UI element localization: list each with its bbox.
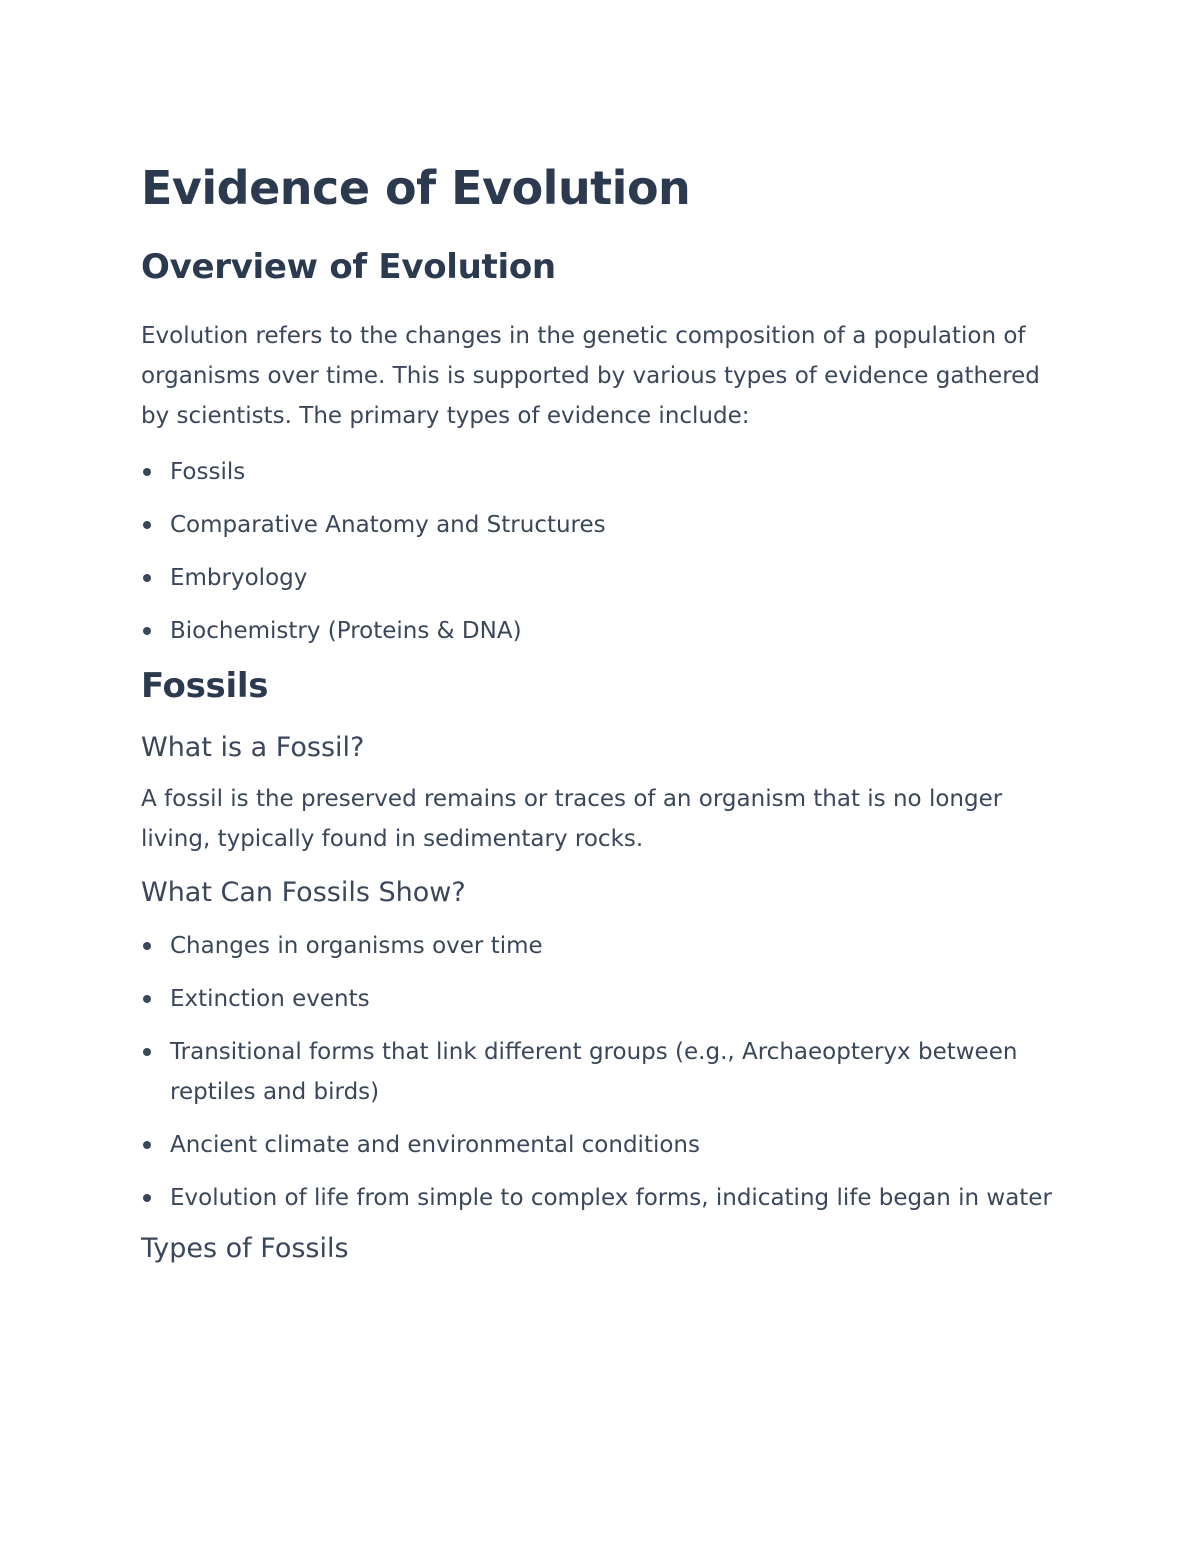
list-item: Transitional forms that link different groups (e.g., Archaeopteryx between reptiles and birds) (141, 1032, 1061, 1112)
document-page (141, 160, 1061, 1282)
list-item: Changes in organisms over time (141, 926, 1061, 966)
section-overview (141, 246, 1061, 652)
subheading-what-is-fossil: What is a Fossil? (141, 731, 365, 763)
subheading-types-of-fossils: Types of Fossils (141, 1232, 349, 1264)
document-title: Evidence of Evolution (141, 161, 691, 215)
list-item: Biochemistry (Proteins & DNA) (141, 611, 1061, 651)
list-item: Evolution of life from simple to complex forms, indicating life began in water (141, 1178, 1061, 1218)
list-item: Extinction events (141, 979, 1061, 1019)
subheading-what-fossils-show: What Can Fossils Show? (141, 876, 466, 908)
list-item: Fossils (141, 452, 1061, 492)
fossils-show-list (141, 926, 1061, 1218)
section-heading-overview: Overview of Evolution (141, 246, 556, 287)
overview-paragraph: Evolution refers to the changes in the genetic composition of a population of organisms over time. This is supported by various types of evidence gathered by scientists. The primary types of evidence include: (141, 323, 1040, 429)
list-item: Ancient climate and environmental conditions (141, 1125, 1061, 1165)
list-item: Embryology (141, 558, 1061, 598)
list-item: Comparative Anatomy and Structures (141, 505, 1061, 545)
section-heading-fossils: Fossils (141, 666, 269, 706)
section-fossils (141, 665, 1061, 1266)
fossil-definition-paragraph: A fossil is the preserved remains or traces of an organism that is no longer living, typically found in sedimentary rocks. (141, 785, 1003, 852)
evidence-types-list (141, 452, 1061, 651)
